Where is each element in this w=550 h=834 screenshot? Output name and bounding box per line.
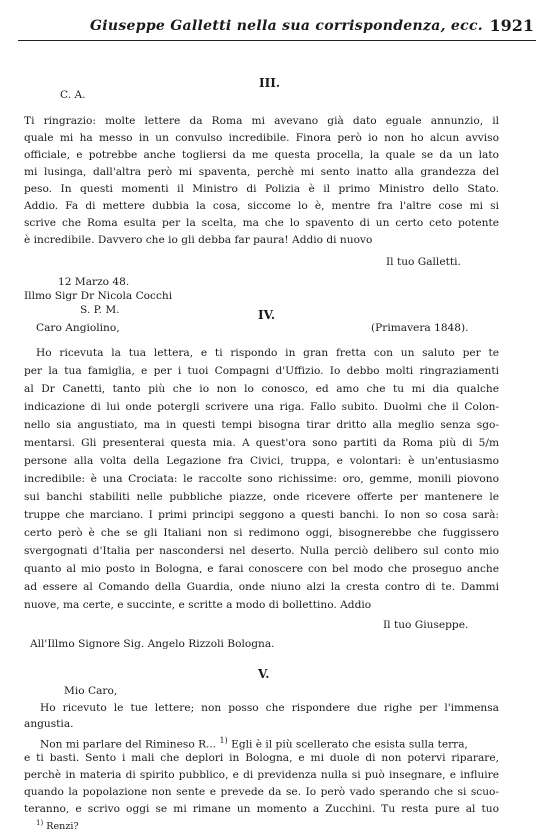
text-line: quando la popolazione non sente e prevede da se. Io però vado sperando che si scuo- <box>24 786 499 798</box>
footnote-text: Renzi? <box>46 821 79 833</box>
letter-address: Illmo Sigr Dr Nicola Cocchi <box>24 290 173 302</box>
text-line: certo però è che se gli Italiani non si redimono oggi, bisognerebbe che fuggissero <box>24 527 499 539</box>
text-line <box>40 734 468 752</box>
running-title: Giuseppe Galletti nella sua corrispondenza, ecc. <box>90 18 483 34</box>
text-line: è incredibile. Davvero che io gli debba far paura! Addio di nuovo <box>24 234 373 246</box>
text-line: indicazione di lui onde potergli scrivere una riga. Fallo subito. Duolmi che il Colon- <box>24 401 499 413</box>
page-number: 1921 <box>489 16 534 35</box>
text-line: mentarsi. Gli presenterai questa mia. A quest'ora sono partiti da Roma più di 5/m <box>24 437 499 449</box>
signature: Il tuo Galletti. <box>386 256 461 268</box>
text-line: Ti ringrazio: molte lettere da Roma mi avevano già dato eguale annunzio, il <box>24 115 499 127</box>
letter-numeral: III. <box>259 76 281 90</box>
text-line: nuove, ma certe, e succinte, e scritte a modo di bollettino. Addio <box>24 599 372 611</box>
footnote-ref: 1) <box>219 736 228 745</box>
text-line: per la tua famiglia, e per i tuoi Compagni d'Uffizio. Io debbo molti ringraziamenti <box>24 365 499 377</box>
text-line: Ho ricevuto le tue lettere; non posso che rispondere due righe per l'immensa <box>40 702 499 714</box>
letter-date: (Primavera 1848). <box>371 322 469 334</box>
text-line: incredibile: è una Crociata: le raccolte sono richissime: oro, gemme, monili piovono <box>24 473 499 485</box>
letter-address: All'Illmo Signore Sig. Angelo Rizzoli Bologna. <box>30 638 275 650</box>
text-line: scrive che Roma esulta per la scelta, ma che lo spavento di un certo ceto potente <box>24 217 499 229</box>
text-line: peso. In questi momenti il Ministro di Polizia è il primo Ministro dello Stato. <box>24 183 499 195</box>
text-line: nello sia angustiato, ma in questi tempi bisogna tirar dritto alla meglio senza sgo- <box>24 419 499 431</box>
text-line: svergognati d'Italia per nascondersi nel deserto. Nulla perciò delibero sul conto mio <box>24 545 499 557</box>
footnote <box>36 816 79 834</box>
letter-address: S. P. M. <box>80 304 120 316</box>
text-line: sui banchi stabiliti nelle pubbliche piazze, onde ricevere offerte per mantenere le <box>24 491 499 503</box>
text-line: Addio. Fa di mettere dubbia la cosa, siccome lo è, mentre fra l'altre cose mi si <box>24 200 499 212</box>
text-line: truppe che marciano. I primi principi seggono a questi banchi. Io non so cosa sarà: <box>24 509 499 521</box>
text-line: e ti basti. Sento i mali che deplori in Bologna, e mi duole di non potervi riparare, <box>24 752 499 764</box>
text-line: quale mi ha messo in un convulso incredibile. Finora però io non ho alcun avviso <box>24 132 499 144</box>
text-line: persone alla volta della Legazione fra Civici, truppa, e volontari: è un'entusiasmo <box>24 455 499 467</box>
letter-salutation: Caro Angiolino, <box>36 322 120 334</box>
text-line: perchè in materia di spirito pubblico, e di previdenza nulla si può insegnare, e influire <box>24 769 499 781</box>
footnote-marker: 1) <box>36 819 44 827</box>
text-fragment: Non mi parlare del Rimineso R... <box>40 738 220 751</box>
letter-numeral: IV. <box>258 308 276 322</box>
text-line: al Dr Canetti, tanto più che io non lo conosco, ed amo che tu mi dia qualche <box>24 383 499 395</box>
text-line: ad essere al Comando della Guardia, onde niuno alzi la cresta contro di te. Dammi <box>24 581 499 593</box>
text-line: officiale, e potrebbe anche togliersi da me questa procella, la quale se da un lato <box>24 149 499 161</box>
text-line: angustia. <box>24 718 74 730</box>
text-fragment: Egli è il più scellerato che esista sulla terra, <box>227 738 468 751</box>
text-line: mi lusinga, dall'altra però mi spaventa, perchè mi sento inatto alla grandezza del <box>24 166 499 178</box>
letter-numeral: V. <box>258 667 270 681</box>
letter-salutation: Mio Caro, <box>64 685 118 697</box>
signature: Il tuo Giuseppe. <box>383 619 469 631</box>
text-line: teranno, e scrivo oggi se mi rimane un momento a Zucchini. Tu resta pure al tuo <box>24 803 499 815</box>
letter-recipient: C. A. <box>60 89 86 101</box>
running-header <box>18 16 536 41</box>
text-line: quanto al mio posto in Bologna, e farai conoscere con bel modo che proseguo anche <box>24 563 499 575</box>
text-line: Ho ricevuta la tua lettera, e ti rispondo in gran fretta con un saluto per te <box>36 347 499 359</box>
letter-date: 12 Marzo 48. <box>58 276 130 288</box>
